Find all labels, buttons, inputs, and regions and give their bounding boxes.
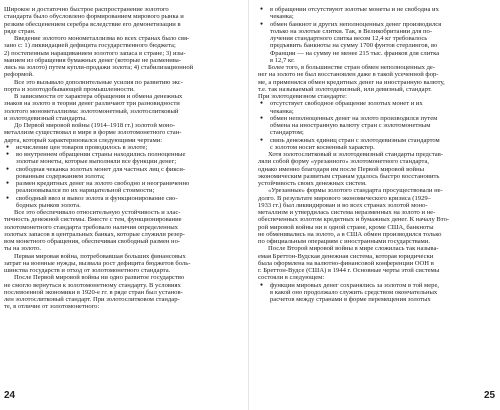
book-gutter [248,0,249,410]
paragraph: До Первой мировой войны (1914–1918 гг.) золотой моно- металлизм существовал в мире в форме золотомонетного стан- дарта, который характеризовался следующими чертами: [4,122,182,144]
paragraph: Широкое и достаточно быстрое распространение золотого стандарта было обусловлено формированием мирового рынка и резким обесценением серебра вследствие его демонетизации в ряде стран. [4,6,184,35]
right-page-number: 25 [484,390,496,401]
paragraph: Все это обеспечивало относительную устойчивость и элас- тичность денежной системы. Вместе с тем, функционирование золотомонетного стандарта требовало наличия определенных золотых запасов в центральных банках, которые служили резер- вом монетного обращения, обеспечивая свободный размен но- ты на золото. [4,209,185,253]
paragraph: Все это вызывало дополнительные усилия по развитию экс- порта и золотодобывающей промышленности. [4,78,183,93]
bullet-list [258,282,495,304]
paragraph: Первая мировая война, потребовавшая больших финансовых затрат на военные нужды, вызвала рост дефицита бюджетов боль- шинства государств и отход от золотомонетного стандарта. [4,252,191,274]
right-page [258,6,495,382]
bullet-list-item: ● функции мировых денег сохранялись за золотом в той мере, в какой оно продолжало служить средством окончательных расчетов между странами в форме перемещения золотых [258,282,495,304]
bullet-list-item: ● связь денежных единиц стран с золотодевизным стандартом с золотом носит косвенный характер. [258,137,495,152]
paragraph: «Урезанные» формы золотого стандарта просуществовали не- долго. В результате мирового экономического кризиса (1929– 1933 гг.) был ликвидирован и во всех странах золотой моно- металлизм и утвердилась система неразменных на золото и не- обеспеченных золотом кредитных и бумажных денег. К началу Вто- рой мировой войны ни в одной стране, кроме США, банкноты не обменивались на золото, а в США обмен производился только по официальным операциям с иностранными государствами. [258,187,450,245]
left-page-number: 24 [4,390,16,401]
bullet-list [258,6,495,64]
bullet-list-item: ● обмен неполноценных денег на золото производился путем обмена на иностранную валюту стран с золотомонетным стандартом; [258,115,495,137]
paragraph: Хотя золотослитковый и золотодевизный стандарты представ- ляли собой форму «урезанного» золотомонетного стандарта, однако именно благодаря им после Первой мировой войны экономическим развитым странам удалось быстро восстановить устойчивость своих денежных систем. [258,151,444,187]
paragraph: Введение золотого монометаллизма во всех странах было свя- зано с: 1) ликвидацией дефицита государственного бюджета; 2) постепенным наращиванием золотого запаса в стране; 3) изы- манием из обращения бумажных денег (которые не разменива- лись на золото) путем купли-продажи золота; 4) стабилизационной реформой. [4,35,194,79]
paragraph: После Первой мировой войны ни одно развитое государство не смогло вернуться к золотомонетному стандарту. В условиях послевоенной экономики в 1920-е гг. в ряде стран был установ- лен золотослитковый стандарт. При золотослитковом стандар- те, в отличие от золотомонетного: [4,274,185,311]
bullet-list-item: ● размен кредитных денег на золото свободно и неограниченно реализовывался по их нарицательной стоимости; [4,180,241,195]
bullet-list-item: ● свободная чеканка золотых монет для частных лиц с фикси- рованным содержанием золота; [4,166,241,181]
bullet-list-item: ● свободный ввоз и вывоз золота и функционирование сво- бодных рынков золота. [4,195,241,210]
bullet-list [4,144,241,209]
left-page [4,6,241,382]
left-page-content [4,6,241,311]
paragraph: Более того, в большинстве стран обмен неполноценных де- нег на золото не был восстановлен даже в такой усеченной фор- ме, а применялся обмен кредитных денег на иностранную валюту, т.е. так называемый золотодевизный, или девизный, стандарт. При золотодевизном стандарте: [258,64,445,100]
paragraph: В зависимости от характера обращения и обмена денежных знаков на золото в теории денег различают три разновидности золотого монометаллизма: золотомонетный, золотослитковый и золотодевизный стандарты. [4,93,183,122]
right-page-content [258,6,495,303]
bullet-list-item: ● в обращении отсутствуют золотые монеты и не свободна их чеканка; [258,6,495,21]
bullet-list-item: ● исчисление цен товаров проводилось в золоте; [4,144,241,151]
bullet-list-item: ● во внутреннем обращении страны находились полноценные золотые монеты, которые выполняли все функции денег; [4,151,241,166]
bullet-list-item: ● обмен банкнот и других неполноценных денег производился только на золотые слитки. Так, в Великобритании для по- лучения стандартного слитка весом 12,4 кг требовалось предъявить банкноты на сумму 1700 фунтов стерлингов, во Франции — на сумму не менее 215 тыс. франков для слитка в 12,7 кг. [258,21,495,65]
bullet-list-item: ● отсутствует свободное обращение золотых монет и их чеканка; [258,100,495,115]
paragraph: После Второй мировой войны в мире сложилась так называ- емая Бреттон-Вудская денежная система, которая юридически была оформлена на валютно-финансовой конференции ООН в г. Бреттон-Вудсе (США) в 1944 г. Основные черты этой системы состояли в следующем: [258,245,440,282]
bullet-list [258,100,495,151]
